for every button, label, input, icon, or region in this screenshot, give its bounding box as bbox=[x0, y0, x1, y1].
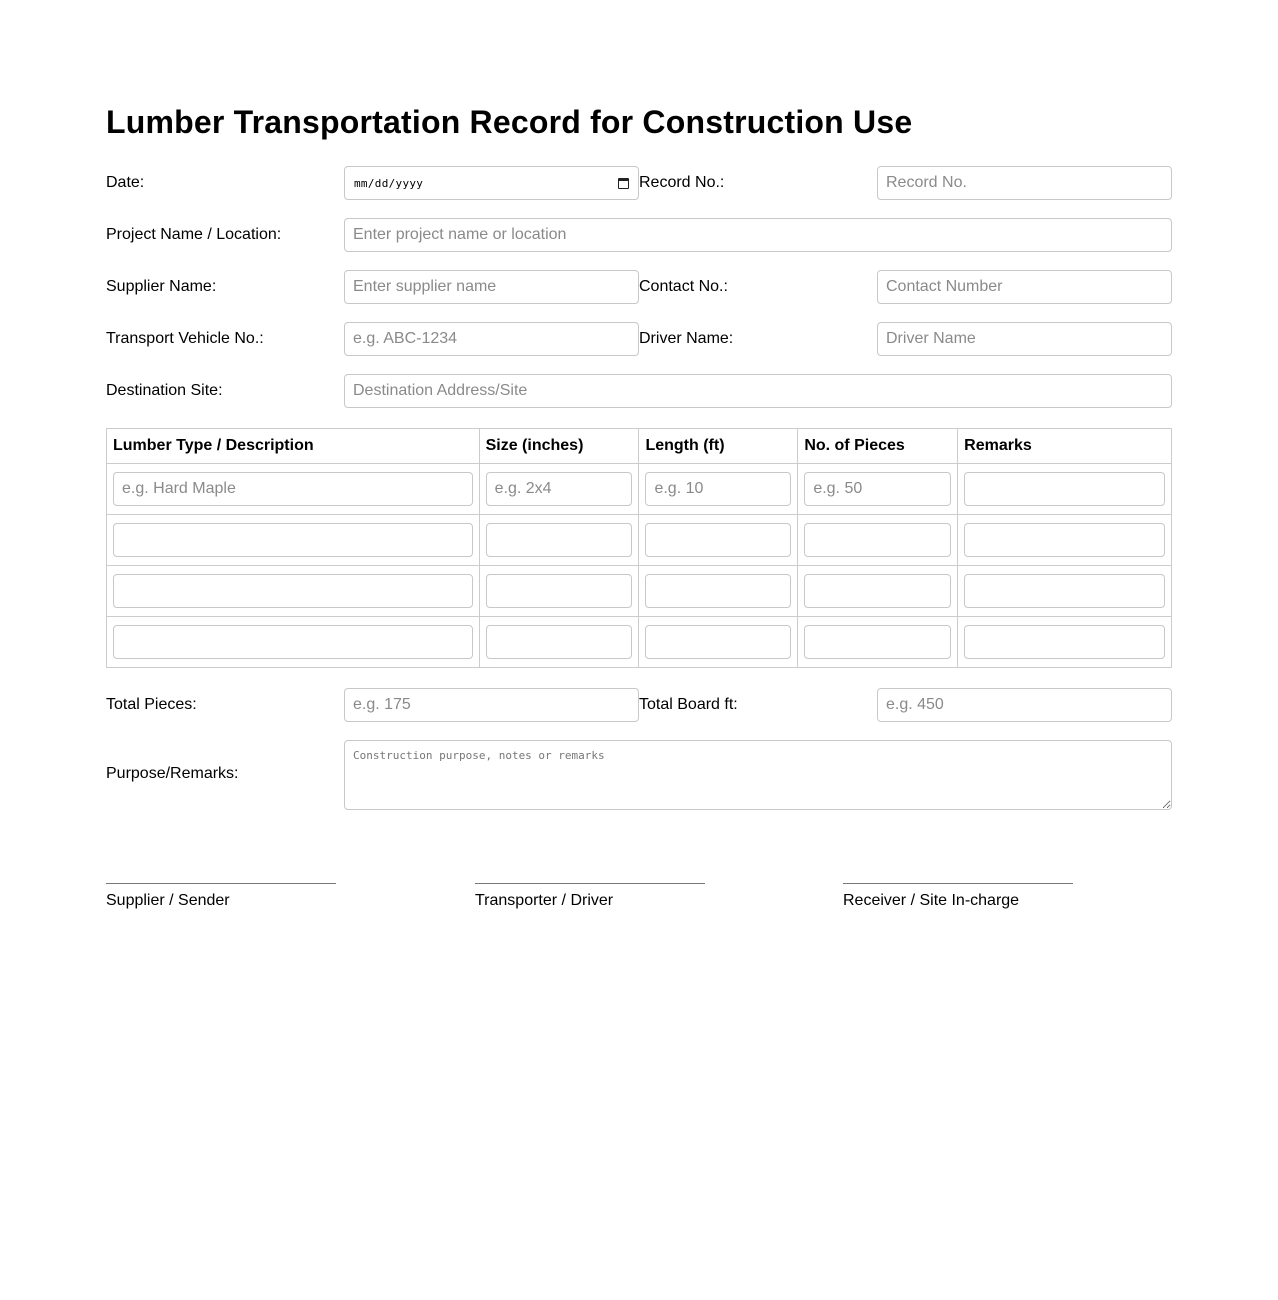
lumber-type-input[interactable] bbox=[113, 625, 473, 659]
length-input[interactable] bbox=[645, 523, 791, 557]
table-row bbox=[107, 566, 1172, 617]
calendar-icon[interactable] bbox=[618, 178, 629, 189]
signature-label: Transporter / Driver bbox=[475, 892, 614, 909]
size-input[interactable] bbox=[486, 472, 633, 506]
project-input[interactable] bbox=[344, 218, 1172, 252]
pieces-input[interactable] bbox=[804, 625, 951, 659]
row-supplier-contact bbox=[106, 270, 1172, 304]
lumber-type-input[interactable] bbox=[113, 523, 473, 557]
signature-line bbox=[475, 883, 705, 884]
total-pieces-label: Total Pieces: bbox=[106, 696, 197, 713]
purpose-label: Purpose/Remarks: bbox=[106, 765, 239, 782]
date-label: Date: bbox=[106, 174, 145, 191]
destination-label: Destination Site: bbox=[106, 382, 223, 399]
table-row bbox=[107, 515, 1172, 566]
remarks-input[interactable] bbox=[964, 472, 1165, 506]
signature-line bbox=[843, 883, 1073, 884]
record-no-input[interactable] bbox=[877, 166, 1172, 200]
header-length: Length (ft) bbox=[639, 429, 798, 464]
lumber-type-input[interactable] bbox=[113, 574, 473, 608]
length-input[interactable] bbox=[645, 574, 791, 608]
purpose-textarea[interactable] bbox=[344, 740, 1172, 810]
table-header-row bbox=[107, 429, 1172, 464]
size-input[interactable] bbox=[486, 625, 633, 659]
remarks-input[interactable] bbox=[964, 523, 1165, 557]
signature-label: Supplier / Sender bbox=[106, 892, 230, 909]
contact-label: Contact No.: bbox=[639, 278, 728, 295]
total-pieces-input[interactable] bbox=[344, 688, 639, 722]
row-totals bbox=[106, 688, 1172, 722]
lumber-items-table bbox=[106, 428, 1172, 668]
length-input[interactable] bbox=[645, 625, 791, 659]
signature-receiver bbox=[843, 883, 1073, 910]
page-title: Lumber Transportation Record for Construction Use bbox=[106, 104, 913, 140]
contact-input[interactable] bbox=[877, 270, 1172, 304]
row-vehicle-driver bbox=[106, 322, 1172, 356]
project-label: Project Name / Location: bbox=[106, 226, 282, 243]
driver-label: Driver Name: bbox=[639, 330, 734, 347]
length-input[interactable] bbox=[645, 472, 791, 506]
destination-input[interactable] bbox=[344, 374, 1172, 408]
pieces-input[interactable] bbox=[804, 523, 951, 557]
date-input[interactable] bbox=[344, 166, 639, 200]
total-board-ft-input[interactable] bbox=[877, 688, 1172, 722]
vehicle-input[interactable] bbox=[344, 322, 639, 356]
pieces-input[interactable] bbox=[804, 574, 951, 608]
supplier-label: Supplier Name: bbox=[106, 278, 217, 295]
size-input[interactable] bbox=[486, 523, 633, 557]
supplier-input[interactable] bbox=[344, 270, 639, 304]
total-board-ft-label: Total Board ft: bbox=[639, 696, 738, 713]
remarks-input[interactable] bbox=[964, 625, 1165, 659]
header-size: Size (inches) bbox=[479, 429, 639, 464]
row-date-record bbox=[106, 166, 1172, 200]
date-value: mm/dd/yyyy bbox=[354, 176, 424, 190]
header-pieces: No. of Pieces bbox=[798, 429, 958, 464]
size-input[interactable] bbox=[486, 574, 633, 608]
lumber-type-input[interactable] bbox=[113, 472, 473, 506]
vehicle-label: Transport Vehicle No.: bbox=[106, 330, 264, 347]
row-project bbox=[106, 218, 1172, 252]
header-remarks: Remarks bbox=[958, 429, 1172, 464]
table-row bbox=[107, 464, 1172, 515]
signature-transporter bbox=[475, 883, 705, 910]
signature-label: Receiver / Site In-charge bbox=[843, 892, 1020, 909]
remarks-input[interactable] bbox=[964, 574, 1165, 608]
signature-supplier bbox=[106, 883, 336, 910]
table-row bbox=[107, 617, 1172, 668]
row-destination bbox=[106, 374, 1172, 408]
header-lumber-type: Lumber Type / Description bbox=[107, 429, 480, 464]
driver-input[interactable] bbox=[877, 322, 1172, 356]
record-no-label: Record No.: bbox=[639, 174, 725, 191]
pieces-input[interactable] bbox=[804, 472, 951, 506]
signature-line bbox=[106, 883, 336, 884]
